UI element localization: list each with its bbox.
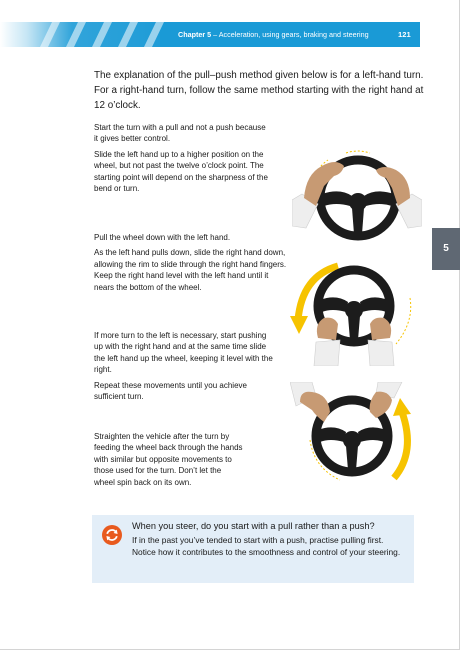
chapter-side-tab[interactable]: 5 <box>432 228 460 270</box>
step-paragraph: Start the turn with a pull and not a push because it gives better control. <box>94 123 266 144</box>
steering-wheel-illustration-start <box>292 144 422 250</box>
refresh-arrows-icon <box>102 525 122 545</box>
tip-question: When you steer, do you start with a pull rather than a push? <box>132 521 375 531</box>
steering-wheel-illustration-push <box>290 382 422 486</box>
page-number: 121 <box>398 30 411 39</box>
step-paragraph: If more turn to the left is necessary, start pushing up with the right hand and at the same time slide the left hand up the wheel, keeping it level with the right. <box>94 331 273 375</box>
step-4-text <box>94 431 244 492</box>
step-3-text <box>94 330 274 406</box>
step-1-text <box>94 122 268 198</box>
step-paragraph: Pull the wheel down with the left hand. <box>94 233 231 242</box>
tip-box <box>92 515 414 583</box>
chapter-header-title <box>178 30 369 39</box>
chapter-title: – Acceleration, using gears, braking and steering <box>211 30 369 39</box>
tip-text <box>132 520 408 558</box>
step-paragraph: Slide the left hand up to a higher position on the wheel, but not past the twelve o’clock point. The starting point will depend on the sharpness of the bend or turn. <box>94 149 268 194</box>
arrow-down-icon <box>290 316 308 334</box>
right-hand-icon <box>368 318 394 366</box>
left-hand-icon <box>314 318 340 366</box>
left-hand-icon <box>290 382 330 422</box>
intro-paragraph: The explanation of the pull–push method given below is for a left-hand turn. For a right-hand turn, follow the same method starting with the right hand at 12 o’clock. <box>94 70 424 111</box>
tip-advice: If in the past you’ve tended to start with a push, practise pulling first. Notice how it contributes to the smoothness and control of your steering. <box>132 534 401 557</box>
step-paragraph: Repeat these movements until you achieve sufficient turn. <box>94 380 247 402</box>
arrow-up-icon <box>393 398 411 416</box>
step-2-text <box>94 232 290 297</box>
step-paragraph: As the left hand pulls down, slide the right hand down, allowing the rim to slide through the right hand fingers. Keep the right hand level with the left hand until it nears the bottom of the wheel. <box>94 248 287 292</box>
steering-wheel-illustration-pull <box>290 258 420 366</box>
chapter-label: Chapter 5 <box>178 30 212 39</box>
step-paragraph: Straighten the vehicle after the turn by feeding the wheel back through the hands with similar but opposite movements to those used for the turn. Don’t let the wheel spin back on its own. <box>94 432 243 487</box>
